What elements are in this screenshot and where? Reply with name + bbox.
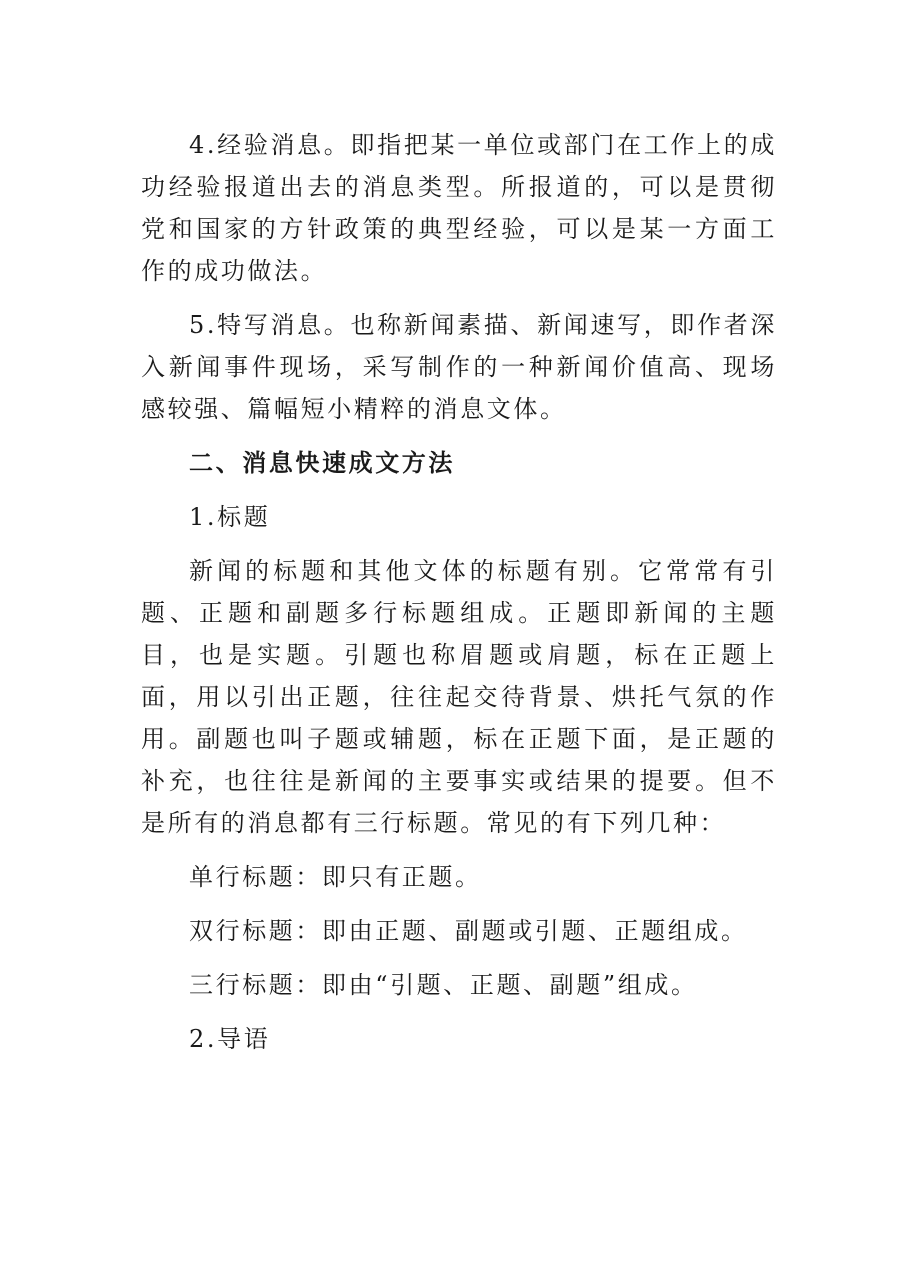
section-heading: 二、消息快速成文方法	[189, 449, 455, 477]
paragraph-feature-news: 5.特写消息。也称新闻素描、新闻速写，即作者深入新闻事件现场，采写制作的一种新闻价值高、现场感较强、篇幅短小精粹的消息文体。	[141, 311, 777, 423]
paragraph-triple-line-title: 三行标题：即由“引题、正题、副题”组成。	[189, 971, 698, 999]
paragraph-title-description: 新闻的标题和其他文体的标题有别。它常常有引题、正题和副题多行标题组成。正题即新闻的主题目，也是实题。引题也称眉题或肩题，标在正题上面，用以引出正题，往往起交待背景、烘托气氛的作用。副题也叫子题或辅题，标在正题下面，是正题的补充，也往往是新闻的主要事实或结果的提要。但不是所有的消息都有三行标题。常见的有下列几种：	[141, 557, 777, 837]
document-body	[141, 124, 777, 1072]
paragraph-double-line-title: 双行标题：即由正题、副题或引题、正题组成。	[189, 917, 748, 945]
subheading-title: 1.标题	[189, 503, 271, 531]
paragraph-experience-news: 4.经验消息。即指把某一单位或部门在工作上的成功经验报道出去的消息类型。所报道的，可以是贯彻党和国家的方针政策的典型经验，可以是某一方面工作的成功做法。	[141, 131, 777, 285]
subheading-lead: 2.导语	[189, 1025, 271, 1053]
paragraph-single-line-title: 单行标题：即只有正题。	[189, 863, 482, 891]
